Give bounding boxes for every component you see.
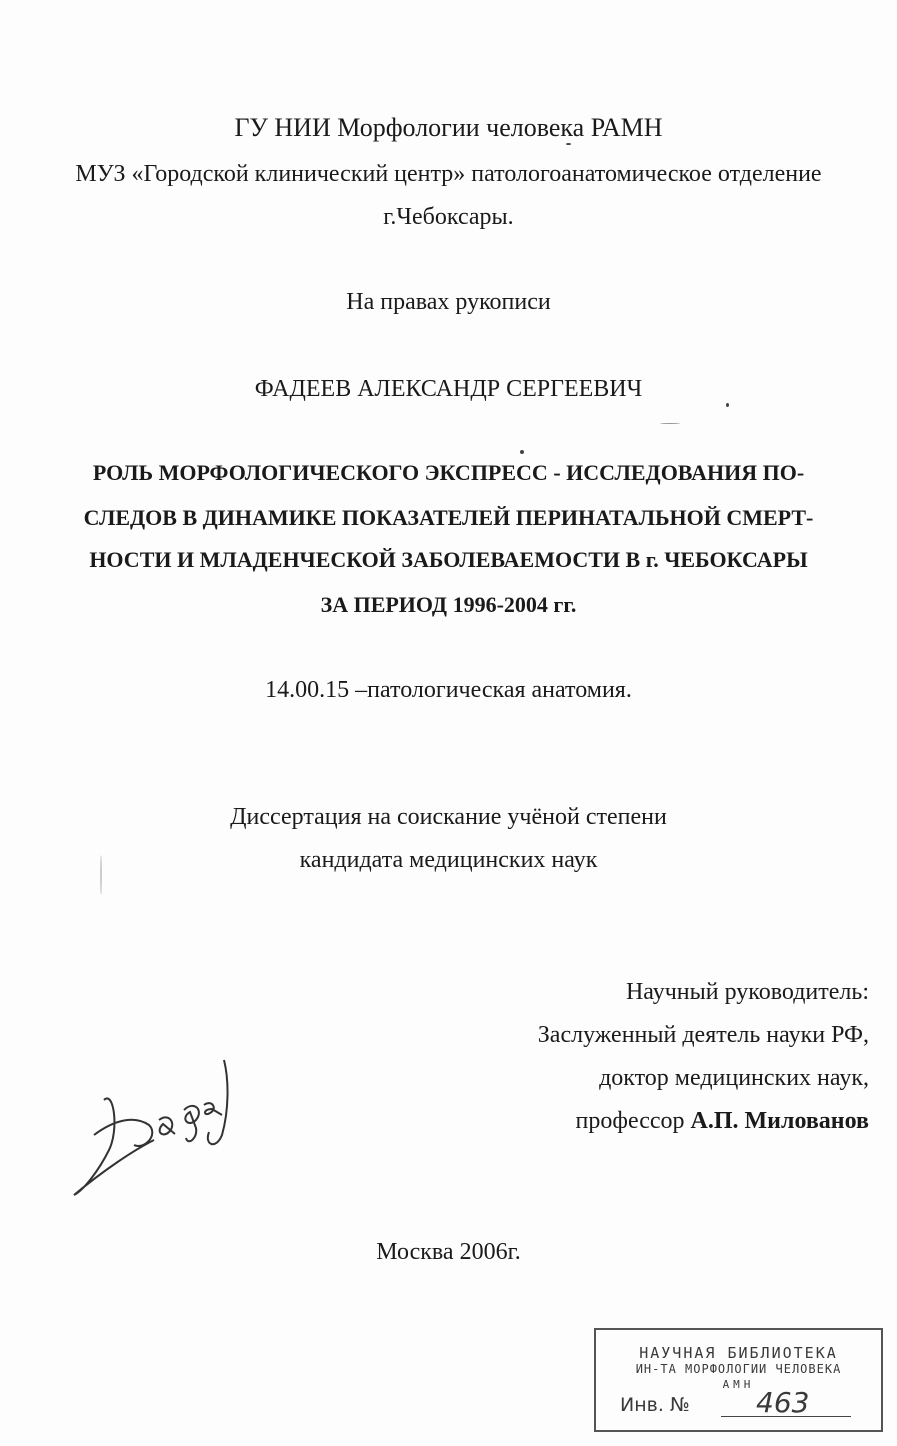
author-name: ФАДЕЕВ АЛЕКСАНДР СЕРГЕЕВИЧ: [254, 376, 643, 402]
title-line: НОСТИ И МЛАДЕНЧЕСКОЙ ЗАБОЛЕВАЕМОСТИ В г. ЧЕБОКСАРЫ: [89, 547, 808, 572]
title-line: СЛЕДОВ В ДИНАМИКЕ ПОКАЗАТЕЛЕЙ ПЕРИНАТАЛЬНОЙ СМЕРТ-: [83, 505, 814, 530]
library-stamp: [594, 1328, 883, 1432]
stamp-line-3: АМН: [722, 1378, 755, 1391]
manuscript-note: На правах рукописи: [346, 289, 551, 315]
stamp-underline: [721, 1416, 851, 1417]
institute-name: ГУ НИИ Морфологии человека РАМН: [234, 113, 663, 142]
scan-speck: [726, 403, 729, 407]
scan-speck: [100, 855, 102, 895]
city-name: г.Чебоксары.: [383, 204, 514, 230]
scan-speck: [520, 450, 524, 454]
clinical-center-name: МУЗ «Городской клинический центр» патологоанатомическое отделение: [75, 161, 822, 187]
supervisor-name-line: [576, 1107, 869, 1135]
title-line: РОЛЬ МОРФОЛОГИЧЕСКОГО ЭКСПРЕСС - ИССЛЕДОВАНИЯ ПО-: [92, 460, 805, 485]
stamp-inventory-label: Инв. №: [620, 1394, 690, 1416]
scan-speck: [660, 423, 680, 424]
specialty-code: 14.00.15 –патологическая анатомия.: [265, 677, 632, 703]
supervisor-title-1: Заслуженный деятель науки РФ,: [537, 1022, 869, 1048]
stamp-line-2: ИН-ТА МОРФОЛОГИИ ЧЕЛОВЕКА: [635, 1362, 842, 1376]
supervisor-label: Научный руководитель:: [625, 979, 869, 1005]
supervisor-prefix: профессор: [575, 1108, 691, 1134]
title-line: ЗА ПЕРИОД 1996-2004 гг.: [320, 592, 577, 617]
place-year: Москва 2006г.: [376, 1239, 521, 1265]
stamp-inventory-number: 463: [756, 1386, 810, 1419]
supervisor-title-2: доктор медицинских наук,: [599, 1065, 869, 1091]
degree-line-1: Диссертация на соискание учёной степени: [230, 804, 667, 830]
supervisor-name: А.П. Милованов: [690, 1108, 869, 1134]
degree-line-2: кандидата медицинских наук: [299, 847, 598, 873]
author-signature: [64, 1040, 244, 1210]
scan-speck: [566, 143, 571, 145]
stamp-line-1: НАУЧНАЯ БИБЛИОТЕКА: [639, 1344, 838, 1362]
